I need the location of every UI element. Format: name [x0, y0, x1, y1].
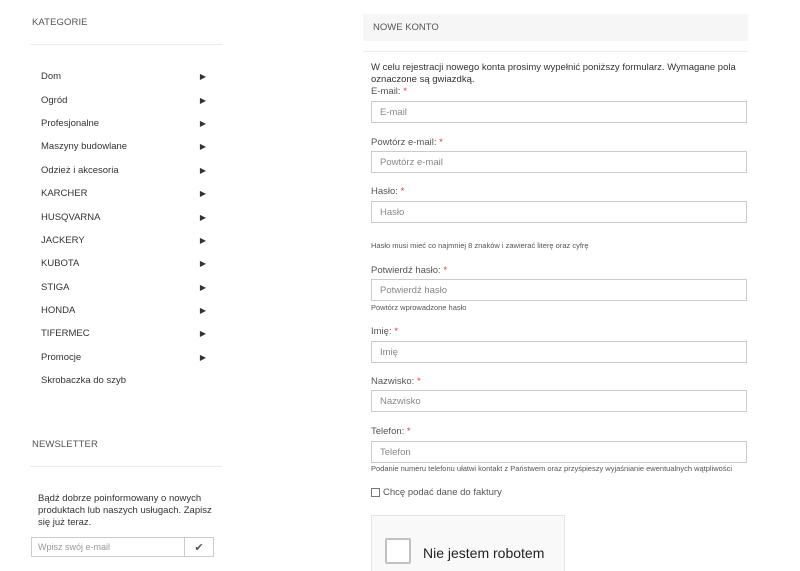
required-mark: *	[416, 376, 421, 387]
categories-divider	[30, 44, 222, 45]
category-label: Promocje	[41, 351, 82, 363]
category-item-jackery[interactable]	[41, 229, 216, 252]
required-mark: *	[443, 265, 448, 276]
category-item-ogrod[interactable]	[41, 88, 216, 111]
sidebar	[0, 0, 230, 571]
category-label: JACKERY	[41, 234, 85, 246]
password-label	[371, 186, 404, 197]
email-field[interactable]	[371, 101, 747, 123]
category-item-dom[interactable]	[41, 65, 216, 88]
email-repeat-label	[371, 137, 443, 148]
check-icon: ✔	[194, 541, 204, 554]
invoice-checkbox[interactable]	[371, 488, 380, 497]
chevron-right-icon: ▶	[199, 142, 206, 152]
phone-label	[371, 426, 411, 437]
category-item-husqvarna[interactable]	[41, 205, 216, 228]
chevron-right-icon: ▶	[199, 259, 206, 269]
recaptcha-checkbox[interactable]	[385, 538, 411, 564]
category-label: TIFERMEC	[41, 328, 90, 340]
chevron-right-icon: ▶	[199, 329, 206, 339]
category-list	[41, 65, 216, 392]
email-label-text: E-mail:	[371, 86, 401, 97]
required-mark: *	[394, 326, 398, 337]
registration-form	[363, 0, 753, 571]
password-label-text: Hasło:	[371, 186, 398, 197]
chevron-right-icon: ▶	[199, 72, 206, 82]
categories-title: KATEGORIE	[32, 17, 88, 28]
category-label: Profesjonalne	[41, 117, 100, 129]
category-label: HUSQVARNA	[41, 211, 101, 223]
phone-hint: Podanie numeru telefonu ułatwi kontakt z Państwem oraz przyśpieszy wyjaśnianie ewentualnych wątpliwości	[371, 464, 733, 473]
category-label: Maszyny budowlane	[41, 141, 128, 153]
category-item-odziez[interactable]	[41, 159, 216, 182]
chevron-right-icon: ▶	[199, 212, 206, 222]
category-label: KARCHER	[41, 188, 88, 200]
category-item-promocje[interactable]	[41, 346, 216, 369]
chevron-right-icon: ▶	[199, 189, 206, 199]
first-name-label-text: Imię:	[371, 326, 392, 337]
email-repeat-label-text: Powtórz e-mail:	[371, 137, 437, 148]
recaptcha-label: Nie jestem robotem	[423, 545, 545, 561]
last-name-label-text: Nazwisko:	[371, 376, 415, 387]
chevron-right-icon: ▶	[199, 118, 206, 128]
last-name-label	[371, 376, 421, 387]
category-label: Dom	[41, 71, 62, 83]
email-repeat-field[interactable]	[371, 151, 747, 173]
chevron-right-icon: ▶	[199, 95, 206, 105]
page-title: NOWE KONTO	[363, 14, 748, 41]
category-label: Skrobaczka do szyb	[41, 375, 127, 387]
chevron-right-icon: ▶	[199, 282, 206, 292]
newsletter-email-input[interactable]	[31, 537, 185, 557]
password-hint: Hasło musi mieć co najmniej 8 znaków i zawierać literę oraz cyfrę	[371, 241, 589, 250]
required-mark: *	[439, 137, 443, 148]
category-item-maszyny-budowlane[interactable]	[41, 135, 216, 158]
category-item-stiga[interactable]	[41, 276, 216, 299]
newsletter-description: Bądź dobrze poinformowany o nowych produktach lub naszych usługach. Zapisz się już teraz.	[38, 493, 212, 528]
form-intro: W celu rejestracji nowego konta prosimy wypełnić poniższy formularz. Wymagane pola oznaczone są gwiazdką.	[371, 62, 736, 85]
recaptcha-widget	[371, 515, 565, 571]
chevron-right-icon: ▶	[199, 165, 206, 175]
newsletter-form	[31, 537, 215, 557]
category-label: HONDA	[41, 305, 76, 317]
category-item-honda[interactable]	[41, 299, 216, 322]
header-divider	[363, 51, 748, 52]
newsletter-title: NEWSLETTER	[32, 439, 98, 450]
chevron-right-icon: ▶	[199, 306, 206, 316]
last-name-field[interactable]	[371, 390, 747, 412]
required-mark: *	[400, 186, 405, 197]
required-mark: *	[403, 86, 407, 97]
category-item-kubota[interactable]	[41, 252, 216, 275]
category-label: STIGA	[41, 281, 70, 293]
chevron-right-icon: ▶	[199, 352, 206, 362]
newsletter-submit-button[interactable]	[185, 537, 214, 557]
newsletter-divider	[30, 466, 222, 467]
first-name-label	[371, 326, 398, 337]
category-item-tifermec[interactable]	[41, 322, 216, 345]
category-label: KUBOTA	[41, 258, 80, 270]
first-name-field[interactable]	[371, 341, 747, 363]
password-field[interactable]	[371, 201, 747, 223]
category-item-profesjonalne[interactable]	[41, 112, 216, 135]
invoice-checkbox-label: Chcę podać dane do faktury	[383, 487, 502, 498]
phone-label-text: Telefon:	[371, 426, 405, 437]
password-confirm-label	[371, 265, 447, 276]
invoice-checkbox-row[interactable]	[371, 487, 502, 498]
category-label: Odzież i akcesoria	[41, 164, 119, 176]
category-label: Ogród	[41, 94, 68, 106]
required-mark: *	[406, 426, 411, 437]
chevron-right-icon: ▶	[199, 235, 206, 245]
email-label	[371, 86, 407, 97]
category-item-skrobaczka[interactable]	[41, 369, 216, 392]
phone-field[interactable]	[371, 441, 747, 463]
password-confirm-field[interactable]	[371, 279, 747, 301]
password-confirm-hint: Powtórz wprowadzone hasło	[371, 303, 467, 312]
password-confirm-label-text: Potwierdź hasło:	[371, 265, 441, 276]
category-item-karcher[interactable]	[41, 182, 216, 205]
